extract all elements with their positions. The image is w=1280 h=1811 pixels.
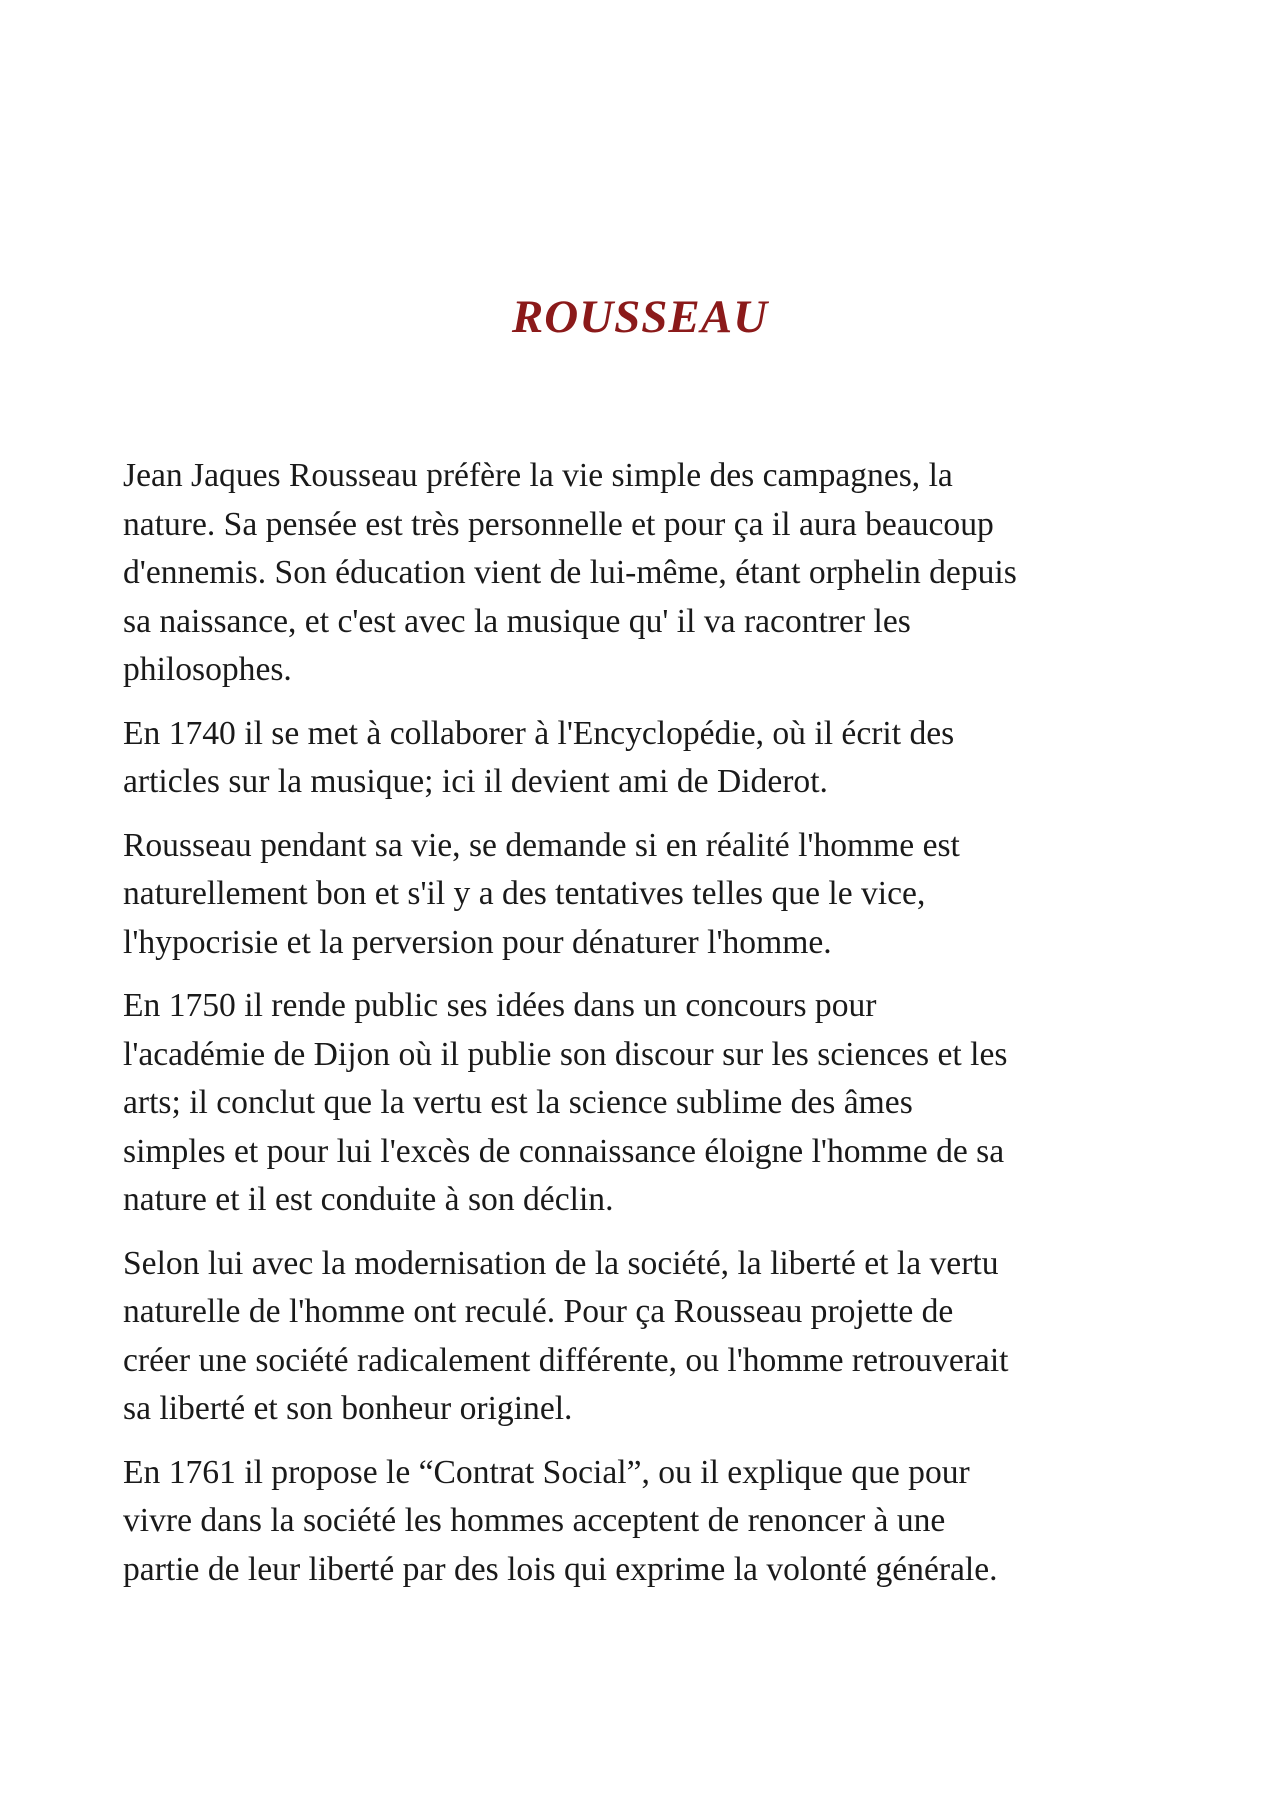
paragraph-2: En 1740 il se met à collaborer à l'Encyclopédie, où il écrit des articles sur la musique; ici il devient ami de Diderot. — [123, 714, 955, 800]
paragraph-5: Selon lui avec la modernisation de la société, la liberté et la vertu naturelle de l'homme ont reculé. Pour ça Rousseau projette de créer une société radicalement différente, ou l'homme retrouverait sa liberté et son bonheur originel. — [123, 1244, 1009, 1427]
paragraph-6: En 1761 il propose le “Contrat Social”, ou il explique que pour vivre dans la société les hommes acceptent de renoncer à une partie de leur liberté par des lois qui exprime la volonté générale. — [123, 1453, 998, 1588]
body-text — [123, 452, 1173, 1609]
paragraph-1: Jean Jaques Rousseau préfère la vie simple des campagnes, la nature. Sa pensée est très personnelle et pour ça il aura beaucoup d'ennemis. Son éducation vient de lui-même, étant orphelin depuis sa naissance, et c'est avec la musique qu' il va racontrer les philosophes. — [123, 457, 1017, 688]
page-title: ROUSSEAU — [511, 291, 769, 343]
paragraph-3: Rousseau pendant sa vie, se demande si en réalité l'homme est naturellement bon et s'il y a des tentatives telles que le vice, l'hypocrisie et la perversion pour dénaturer l'homme. — [123, 826, 960, 961]
paragraph-4: En 1750 il rende public ses idées dans un concours pour l'académie de Dijon où il publie son discour sur les sciences et les arts; il conclut que la vertu est la science sublime des âmes simples et pour lui l'excès de connaissance éloigne l'homme de sa nature et il est conduite à son déclin. — [123, 987, 1008, 1218]
